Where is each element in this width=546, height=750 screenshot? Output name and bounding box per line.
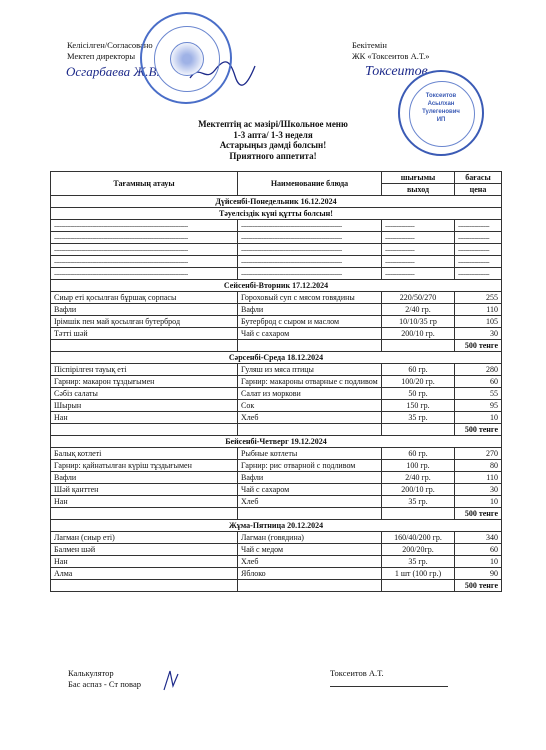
dish-name-ru: Чай с сахаром <box>238 484 382 496</box>
dish-name-ru: Гороховый суп с мясом говядины <box>238 292 382 304</box>
blank-cell: ------------------------------------------------------- <box>238 232 382 244</box>
blank-cell: ---------------- <box>382 244 455 256</box>
dish-output: 60 гр. <box>382 364 455 376</box>
dish-price: 110 <box>455 304 502 316</box>
menu-row <box>51 316 502 328</box>
total-empty <box>238 424 382 436</box>
day-total: 500 тенге <box>455 580 502 592</box>
approval-right-title: ЖК «Токсеитов А.Т.» <box>352 51 430 61</box>
dish-name-ru: Рыбные котлеты <box>238 448 382 460</box>
dish-output: 100/20 гр. <box>382 376 455 388</box>
greeting-kz: Астарыңыз дәмді болсын! <box>219 140 327 150</box>
header-col-kz: Тағамның атауы <box>51 172 238 196</box>
dish-name-kz: Шырын <box>51 400 238 412</box>
school-stamp-icon <box>140 12 232 104</box>
dish-name-ru: Салат из моркови <box>238 388 382 400</box>
dish-name-kz: Шәй қанттен <box>51 484 238 496</box>
dish-price: 105 <box>455 316 502 328</box>
stamp-line-1: Токсеитов <box>425 93 457 99</box>
blank-cell: ------------------------------------------------------- <box>238 256 382 268</box>
blank-row <box>51 244 502 256</box>
dish-output: 50 гр. <box>382 388 455 400</box>
dish-name-ru: Хлеб <box>238 412 382 424</box>
blank-cell: ------------------------------------------------------------------------- <box>51 256 238 268</box>
dish-price: 10 <box>455 496 502 508</box>
dish-name-kz: Вафли <box>51 304 238 316</box>
menu-table-body <box>51 196 502 592</box>
blank-cell: ----------------- <box>455 256 502 268</box>
dish-price: 55 <box>455 388 502 400</box>
total-empty <box>51 580 238 592</box>
dish-name-ru: Гарнир: макароны отварные с подливом <box>238 376 382 388</box>
blank-cell: ----------------- <box>455 244 502 256</box>
dish-output: 200/10 гр. <box>382 328 455 340</box>
blank-cell: ---------------- <box>382 232 455 244</box>
dish-output: 200/20гр. <box>382 544 455 556</box>
dish-name-kz: Алма <box>51 568 238 580</box>
total-row <box>51 508 502 520</box>
total-empty <box>382 340 455 352</box>
dish-name-ru: Вафли <box>238 472 382 484</box>
menu-row <box>51 376 502 388</box>
blank-row <box>51 256 502 268</box>
dish-price: 60 <box>455 376 502 388</box>
dish-price: 30 <box>455 328 502 340</box>
blank-row <box>51 268 502 280</box>
dish-name-kz: Балмен шәй <box>51 544 238 556</box>
total-empty <box>51 424 238 436</box>
dish-name-ru: Яблоко <box>238 568 382 580</box>
day-title: Сейсенбі-Вторник 17.12.2024 <box>51 280 502 292</box>
dish-name-kz: Ірімшік пен май қосылған бутерброд <box>51 316 238 328</box>
menu-row <box>51 568 502 580</box>
day-subtitle-row <box>51 208 502 220</box>
day-total: 500 тенге <box>455 424 502 436</box>
blank-cell: ---------------- <box>382 256 455 268</box>
day-row <box>51 352 502 364</box>
total-empty <box>51 340 238 352</box>
dish-name-kz: Гарнир: макарон тұздығымен <box>51 376 238 388</box>
menu-week: 1-3 апта/ 1-3 неделя <box>233 129 313 140</box>
menu-row <box>51 484 502 496</box>
day-row <box>51 196 502 208</box>
dish-name-ru: Сок <box>238 400 382 412</box>
dish-price: 60 <box>455 544 502 556</box>
total-row <box>51 580 502 592</box>
dish-name-kz: Піспірілген тауық еті <box>51 364 238 376</box>
approval-right-label: Бекітемін <box>352 40 387 50</box>
blank-cell: ------------------------------------------------------- <box>238 220 382 232</box>
chef-signature-scribble <box>160 668 182 694</box>
total-empty <box>238 340 382 352</box>
dish-output: 2/40 гр. <box>382 472 455 484</box>
dish-output: 100 гр. <box>382 460 455 472</box>
dish-name-kz: Лагман (сиыр еті) <box>51 532 238 544</box>
footer-right-name: Токсеитов А.Т. <box>330 668 384 678</box>
day-title: Сәрсенбі-Среда 18.12.2024 <box>51 352 502 364</box>
total-row <box>51 424 502 436</box>
dish-output: 10/10/35 гр <box>382 316 455 328</box>
dish-name-kz: Нан <box>51 496 238 508</box>
dish-output: 2/40 гр. <box>382 304 455 316</box>
dish-name-kz: Вафли <box>51 472 238 484</box>
dish-name-ru: Бутерброд с сыром и маслом <box>238 316 382 328</box>
day-total: 500 тенге <box>455 340 502 352</box>
dish-name-kz: Нан <box>51 556 238 568</box>
menu-row <box>51 544 502 556</box>
dish-output: 220/50/270 <box>382 292 455 304</box>
day-total: 500 тенге <box>455 508 502 520</box>
dish-name-kz: Гарнир: қайнатылған күріш тұздығымен <box>51 460 238 472</box>
menu-row <box>51 400 502 412</box>
blank-cell: ------------------------------------------------------------------------- <box>51 244 238 256</box>
total-empty <box>382 424 455 436</box>
dish-output: 200/10 гр. <box>382 484 455 496</box>
menu-row <box>51 412 502 424</box>
dish-name-kz: Балық котлеті <box>51 448 238 460</box>
approval-left-label: Келісілген/Согласовано <box>67 40 153 50</box>
footer-left <box>68 668 141 690</box>
dish-name-kz: Сиыр еті қосылған бұршақ сорпасы <box>51 292 238 304</box>
header-col-output-kz: шығымы <box>382 172 455 184</box>
total-empty <box>238 580 382 592</box>
dish-output: 150 гр. <box>382 400 455 412</box>
menu-row <box>51 460 502 472</box>
day-subtitle: Тәуелсіздік күні құтты болсын! <box>51 208 502 220</box>
dish-name-kz: Сәбіз салаты <box>51 388 238 400</box>
total-row <box>51 340 502 352</box>
dish-price: 80 <box>455 460 502 472</box>
dish-name-kz: Тәтті шәй <box>51 328 238 340</box>
dish-name-kz: Нан <box>51 412 238 424</box>
dish-price: 30 <box>455 484 502 496</box>
blank-row <box>51 232 502 244</box>
day-title: Жұма-Пятница 20.12.2024 <box>51 520 502 532</box>
menu-row <box>51 472 502 484</box>
dish-price: 95 <box>455 400 502 412</box>
dish-price: 90 <box>455 568 502 580</box>
dish-price: 110 <box>455 472 502 484</box>
day-row <box>51 520 502 532</box>
approval-left-title: Мектеп директоры <box>67 51 136 61</box>
stamp-line-4: ИП <box>436 117 446 123</box>
blank-cell: ------------------------------------------------------------------------- <box>51 232 238 244</box>
blank-cell: ----------------- <box>455 268 502 280</box>
dish-name-ru: Гуляш из мяса птицы <box>238 364 382 376</box>
menu-row <box>51 532 502 544</box>
dish-output: 160/40/200 гр. <box>382 532 455 544</box>
blank-cell: ------------------------------------------------------- <box>238 268 382 280</box>
dish-output: 35 гр. <box>382 556 455 568</box>
header-col-ru: Наименование блюда <box>238 172 382 196</box>
dish-price: 270 <box>455 448 502 460</box>
day-title: Бейсенбі-Четверг 19.12.2024 <box>51 436 502 448</box>
menu-title: Мектептің ас мәзірі/Школьное меню <box>198 119 348 129</box>
dish-output: 60 гр. <box>382 448 455 460</box>
dish-price: 10 <box>455 556 502 568</box>
menu-row <box>51 448 502 460</box>
blank-cell: ---------------- <box>382 268 455 280</box>
menu-row <box>51 304 502 316</box>
dish-name-ru: Вафли <box>238 304 382 316</box>
footer-signature-line <box>330 686 448 687</box>
blank-cell: ----------------- <box>455 232 502 244</box>
menu-row <box>51 388 502 400</box>
total-empty <box>238 508 382 520</box>
dish-name-ru: Гарнир: рис отварной с подливом <box>238 460 382 472</box>
total-empty <box>382 580 455 592</box>
menu-row <box>51 556 502 568</box>
total-empty <box>382 508 455 520</box>
dish-name-ru: Чай с медом <box>238 544 382 556</box>
blank-cell: ------------------------------------------------------------------------- <box>51 220 238 232</box>
day-title: Дүйсенбі-Понедельник 16.12.2024 <box>51 196 502 208</box>
dish-name-ru: Чай с сахаром <box>238 328 382 340</box>
greeting-ru: Приятного аппетита! <box>229 150 317 161</box>
dish-output: 35 гр. <box>382 496 455 508</box>
dish-price: 340 <box>455 532 502 544</box>
blank-cell: ------------------------------------------------------- <box>238 244 382 256</box>
menu-title-block <box>0 119 546 161</box>
dish-output: 1 шт (100 гр.) <box>382 568 455 580</box>
dish-price: 255 <box>455 292 502 304</box>
footer-calculator: Калькулятор <box>68 668 114 678</box>
blank-cell: ---------------- <box>382 220 455 232</box>
dish-price: 10 <box>455 412 502 424</box>
menu-row <box>51 292 502 304</box>
stamp-line-3: Тулегенович <box>422 109 460 115</box>
menu-row <box>51 364 502 376</box>
owner-signature: Токсеитов <box>365 64 428 79</box>
dish-name-ru: Хлеб <box>238 496 382 508</box>
blank-row <box>51 220 502 232</box>
header-col-price-ru: цена <box>455 184 502 196</box>
dish-name-ru: Хлеб <box>238 556 382 568</box>
approval-right-block <box>352 40 430 62</box>
stamp-line-2: Асылхан <box>427 101 455 107</box>
header-col-price-kz: бағасы <box>455 172 502 184</box>
day-row <box>51 436 502 448</box>
blank-cell: ----------------- <box>455 220 502 232</box>
menu-table <box>50 171 502 592</box>
header-col-output-ru: выход <box>382 184 455 196</box>
day-row <box>51 280 502 292</box>
dish-name-ru: Лагман (говядина) <box>238 532 382 544</box>
total-empty <box>51 508 238 520</box>
footer-chef: Бас аспаз - Ст повар <box>68 679 141 689</box>
blank-cell: ------------------------------------------------------------------------- <box>51 268 238 280</box>
director-signature: Осгарбаева Ж.В. <box>66 64 160 79</box>
dish-price: 280 <box>455 364 502 376</box>
dish-output: 35 гр. <box>382 412 455 424</box>
menu-row <box>51 496 502 508</box>
menu-row <box>51 328 502 340</box>
